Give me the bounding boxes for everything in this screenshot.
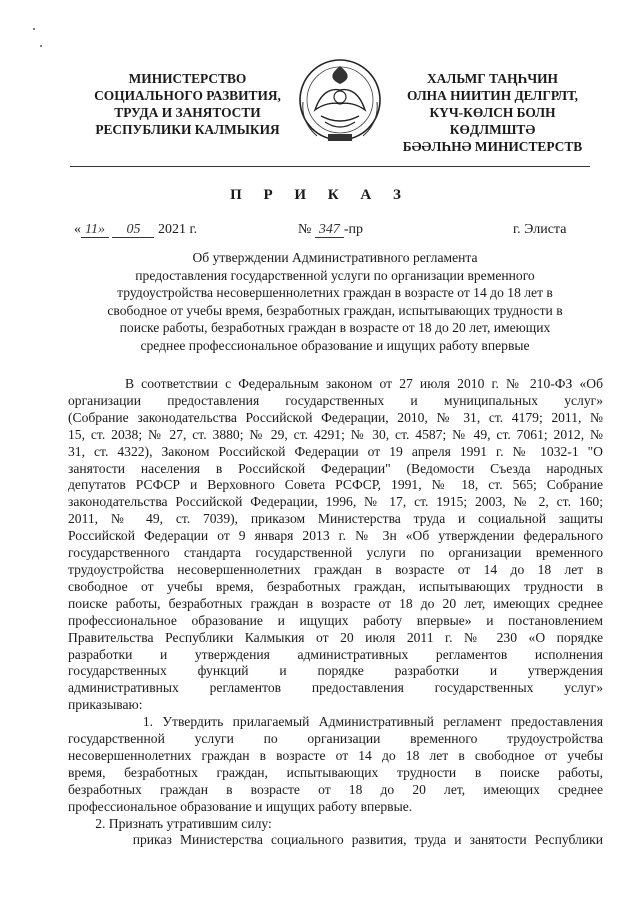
body-line: 2011, № 49, ст. 7039), приказом Министерства труда и социальной защиты [68,511,603,527]
body-line: 15, ст. 2038; № 27, ст. 3880; № 29, ст. 4291; № 30, ст. 4587; № 49, ст. 7061; 2012, № [68,426,603,442]
body-line: свободное от учебы время, безработных граждан, испытывающих трудности в [68,578,603,594]
header-divider [70,166,590,167]
body-line: 2. Признать утратившим силу: [68,815,272,831]
body-line: несовершеннолетних граждан в возрасте от 14 до 18 лет в свободное от учебы [68,747,603,763]
body-line: В соответствии с Федеральным законом от 27 июля 2010 г. № 210-ФЗ «Об [68,376,603,391]
scan-speck [33,28,35,30]
order-body [68,376,603,849]
document-title: П Р И К А З [230,187,410,203]
body-line: поиске работы, безработных граждан в возрасте от 18 до 20 лет, имеющих среднее [68,595,603,611]
order-date: « 11» 05 2021 г. [74,222,198,237]
body-line: государственного стандарта государственной услуги по организации временного [68,545,603,561]
body-line: трудоустройства несовершеннолетних граждан в возрасте от 14 до 18 лет в [68,561,603,577]
body-line: 31, ст. 4322), Законом Российской Федерации от 19 апреля 1991 г. № 1032-1 "О [68,443,603,459]
body-line: Правительства Республики Калмыкия от 20 июля 2011 г. № 230 «О порядке [68,629,603,645]
order-number-value: 347 [315,222,344,238]
body-line: законодательства Российской Федерации, 1996, № 17, ст. 1915; 2003, № 2, ст. 160; [68,494,603,510]
body-line: время, безработных граждан, испытывающих трудности в поиске работы, [68,764,603,780]
body-line: административных регламентов предоставления государственных услуг» [68,680,603,696]
kalmykia-emblem-icon [295,52,385,148]
body-line: государственных функций и порядке разработки и утверждения [68,663,603,679]
ministry-name-russian: МИНИСТЕРСТВО СОЦИАЛЬНОГО РАЗВИТИЯ, ТРУДА И ЗАНЯТОСТИ РЕСПУБЛИКИ КАЛМЫКИЯ [94,71,281,137]
date-month: 05 [112,222,154,238]
body-line: безработных граждан в возрасте от 18 до 20 лет, имеющих среднее [68,781,603,797]
body-line: приказываю: [68,697,143,713]
ministry-name-kalmyk: ХАЛЬМГ ТАҢҺЧИН ОЛНА НИИТИН ДЕЛГРЛТ, КҮЧ-КӨЛСН БОЛН КӨДЛМШТӘ БӘӘЛҺНӘ МИНИСТЕРСТВ [402,71,583,154]
body-line: профессиональное образование и ищущих работу впервые. [68,798,413,814]
order-city: г. Элиста [513,222,567,237]
order-number: № 347 -пр [298,222,364,237]
scan-speck [40,45,42,47]
body-line: приказ Министерства социального развития, труда и занятости Республики [68,832,603,848]
order-subject: Об утверждении Административного регламента предоставления государственной услуги по организации временного трудоустройства несовершеннолетних граждан в возрасте от 14 до 18 лет в свободное от учебы время, безработных граждан, испытывающих трудности в поиске работы, безработных граждан в возрасте от 18 до 20 лет, имеющих среднее профессиональное образование и ищущих работу впервые [107,250,563,353]
body-line: депутатов РСФСР и Верховного Совета РСФСР, 1991, № 18, ст. 565; Собрание [68,477,603,493]
body-line: организации предоставления государственных и муниципальных услуг» [68,392,603,408]
body-line: занятости населения в Российской Федерации" (Ведомости Съезда народных [68,460,603,476]
body-line: 1. Утвердить прилагаемый Административный регламент предоставления [68,714,603,730]
body-line: Российской Федерации от 9 января 2013 г. № 3н «Об утверждении федерального [68,528,603,544]
body-line: (Собрание законодательства Российской Федерации, 2010, № 31, ст. 4179; 2011, № [68,409,603,425]
body-line: профессиональное образование и ищущих работу впервые» и постановлением [68,612,603,628]
date-day: 11» [81,222,109,238]
body-line: разработки и утверждения административных регламентов исполнения [68,646,603,662]
body-line: государственной услуги по организации временного трудоустройства [68,731,603,747]
